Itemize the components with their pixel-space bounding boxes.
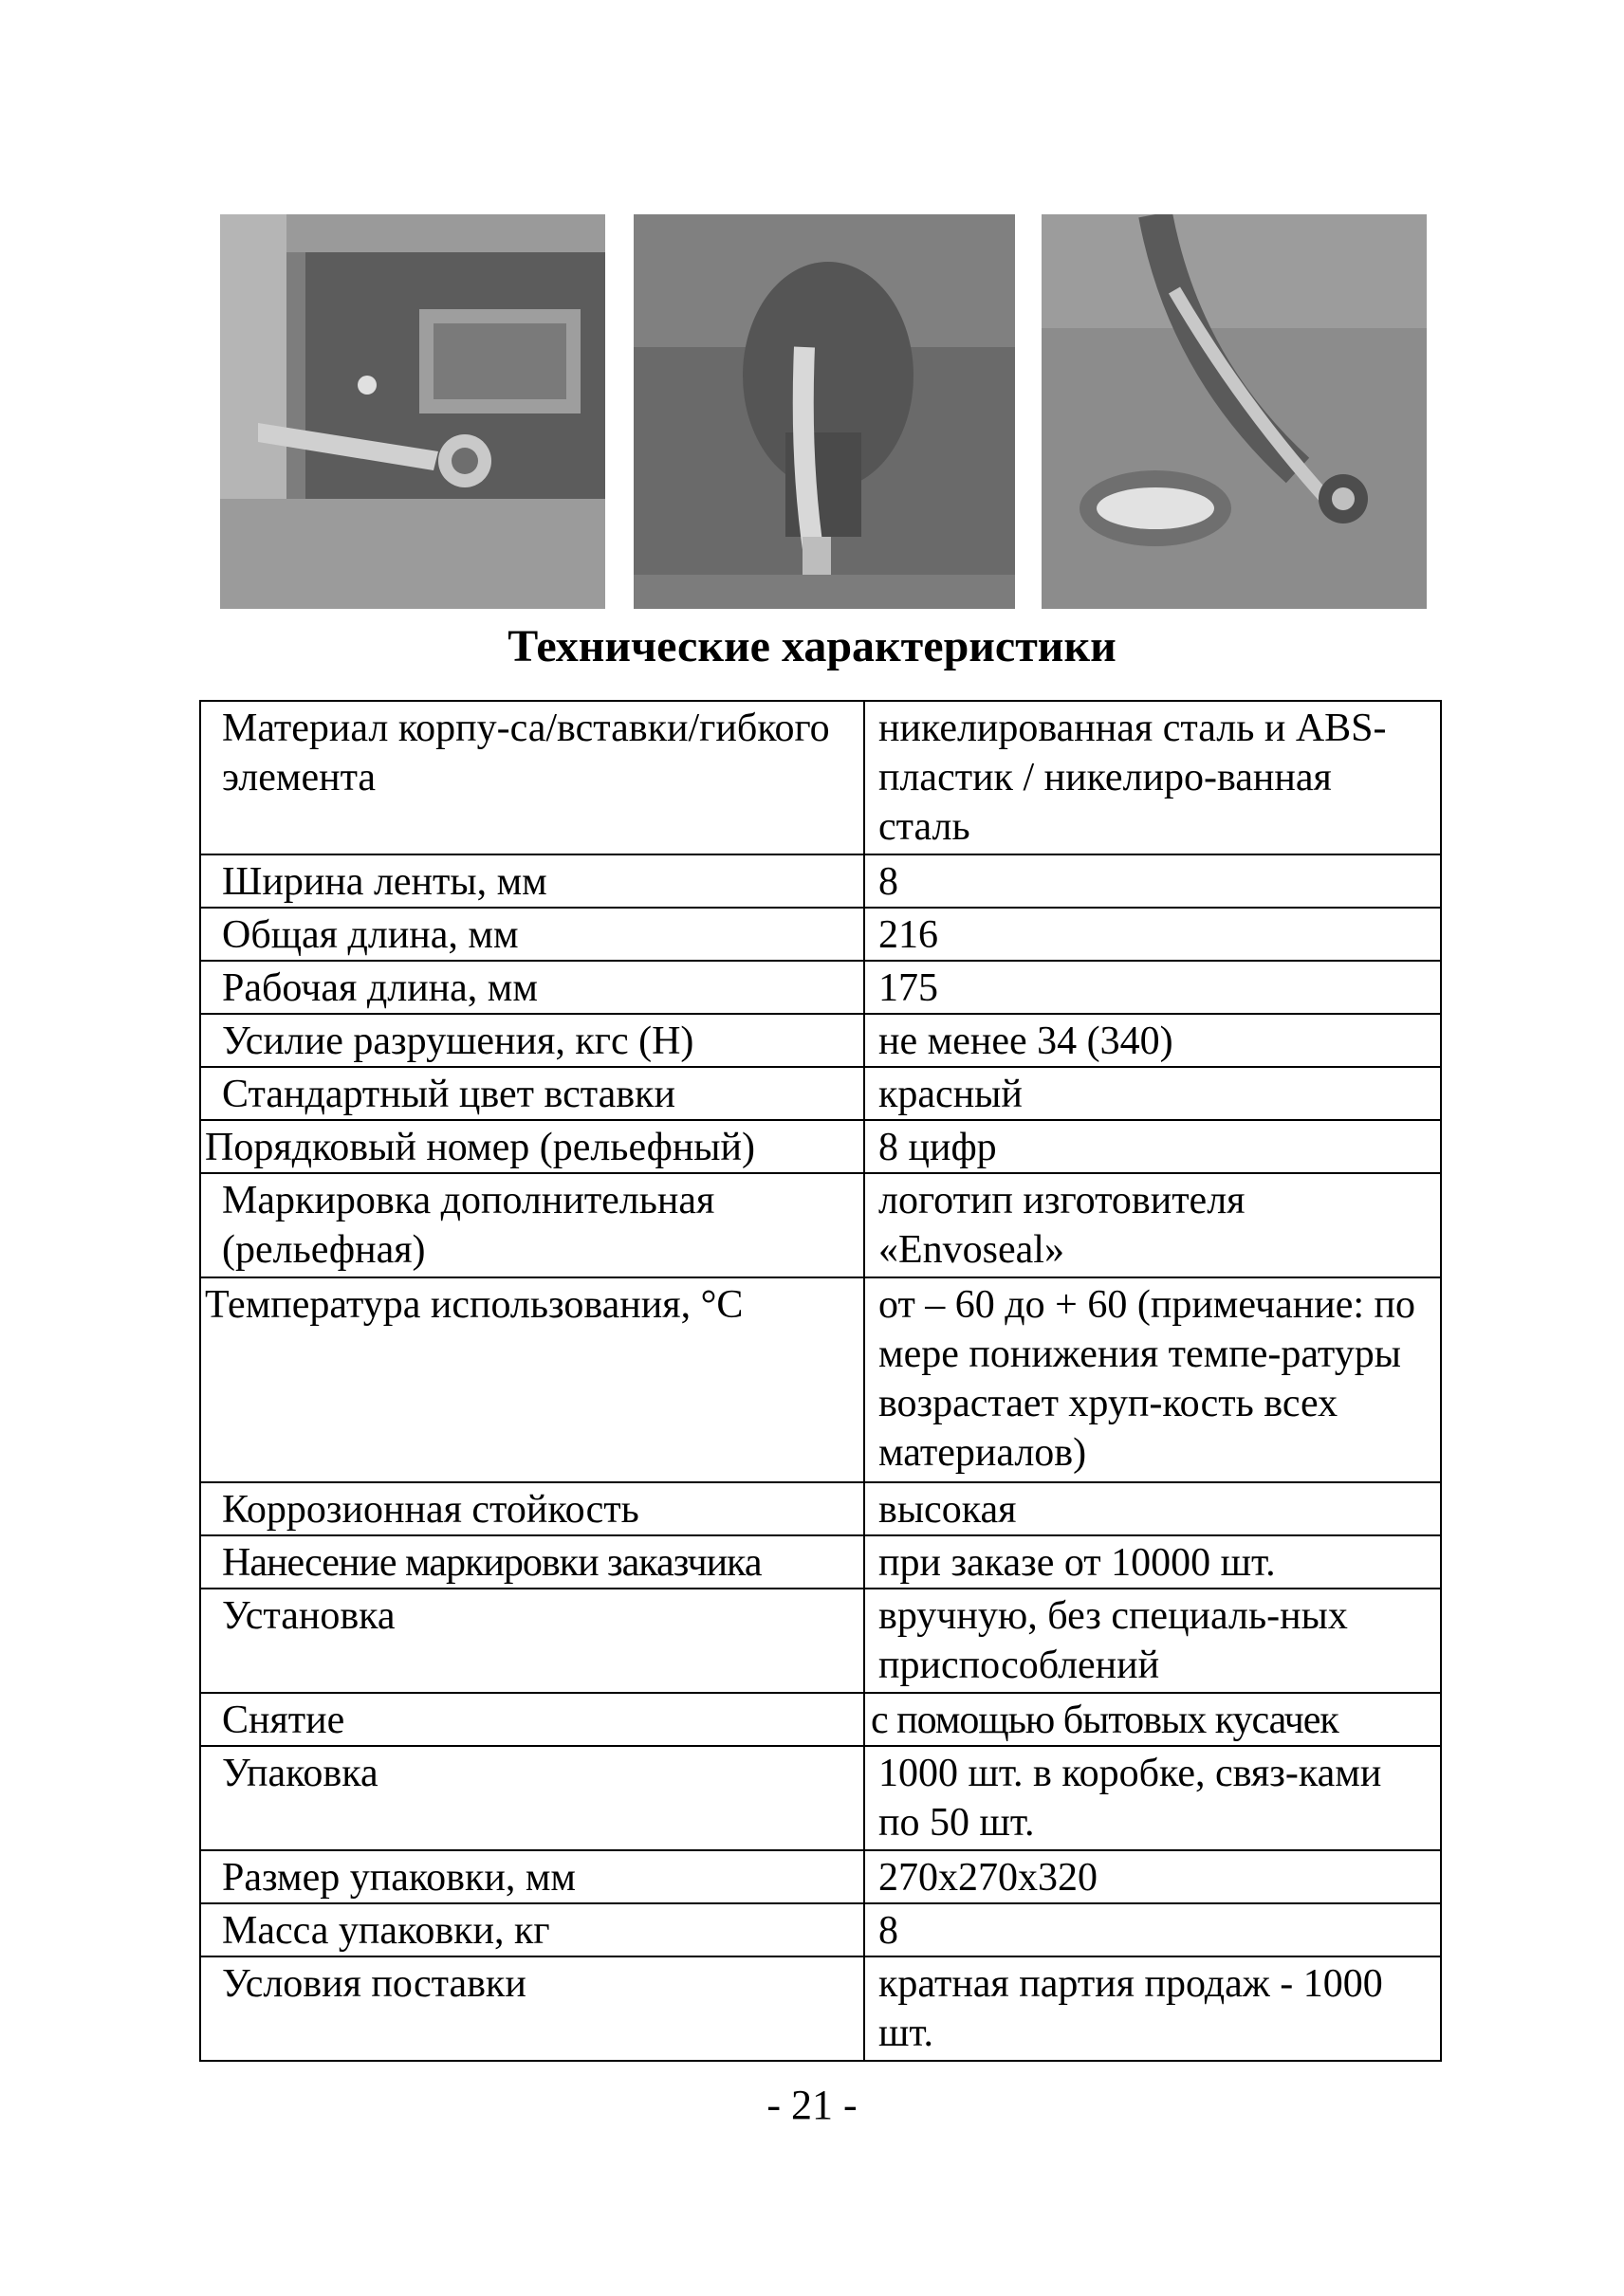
spec-value: 216 xyxy=(864,908,1441,961)
table-row xyxy=(200,1482,1441,1535)
table-row xyxy=(200,1693,1441,1746)
spec-label: Материал корпу-са/вставки/гибкого элемента xyxy=(200,701,864,854)
spec-label: Снятие xyxy=(200,1693,864,1746)
table-row xyxy=(200,961,1441,1014)
spec-label: Рабочая длина, мм xyxy=(200,961,864,1014)
spec-label: Маркировка дополнительная (рельефная) xyxy=(200,1173,864,1277)
spec-label: Температура использования, °С xyxy=(200,1277,864,1482)
spec-label: Условия поставки xyxy=(200,1956,864,2061)
spec-label: Упаковка xyxy=(200,1746,864,1850)
spec-value: красный xyxy=(864,1067,1441,1120)
seal-on-lever-photo xyxy=(1042,214,1427,609)
seal-on-handle-photo xyxy=(634,214,1015,609)
spec-value: не менее 34 (340) xyxy=(864,1014,1441,1067)
table-row xyxy=(200,1589,1441,1693)
table-row xyxy=(200,1120,1441,1173)
table-row xyxy=(200,1535,1441,1589)
specs-table xyxy=(199,700,1442,2062)
spec-label: Размер упаковки, мм xyxy=(200,1850,864,1903)
table-row xyxy=(200,1850,1441,1903)
spec-label: Коррозионная стойкость xyxy=(200,1482,864,1535)
spec-value: 1000 шт. в коробке, связ-ками по 50 шт. xyxy=(864,1746,1441,1850)
table-row xyxy=(200,1277,1441,1482)
spec-value: 8 xyxy=(864,854,1441,908)
section-heading: Технические характеристики xyxy=(508,621,1116,671)
spec-value: кратная партия продаж - 1000 шт. xyxy=(864,1956,1441,2061)
spec-value: логотип изготовителя «Envoseal» xyxy=(864,1173,1441,1277)
table-row xyxy=(200,1014,1441,1067)
spec-label: Стандартный цвет вставки xyxy=(200,1067,864,1120)
table-row xyxy=(200,854,1441,908)
spec-value: 8 xyxy=(864,1903,1441,1956)
spec-label: Масса упаковки, кг xyxy=(200,1903,864,1956)
table-row xyxy=(200,908,1441,961)
table-row xyxy=(200,1903,1441,1956)
spec-value: с помощью бытовых кусачек xyxy=(864,1693,1441,1746)
table-row xyxy=(200,1956,1441,2061)
page-number: - 21 - xyxy=(766,2082,858,2128)
spec-value: высокая xyxy=(864,1482,1441,1535)
spec-label: Установка xyxy=(200,1589,864,1693)
spec-label: Нанесение маркировки заказчика xyxy=(200,1535,864,1589)
table-row xyxy=(200,1067,1441,1120)
spec-label: Усилие разрушения, кгс (Н) xyxy=(200,1014,864,1067)
spec-value: 270х270х320 xyxy=(864,1850,1441,1903)
spec-label: Ширина ленты, мм xyxy=(200,854,864,908)
spec-value: 8 цифр xyxy=(864,1120,1441,1173)
seal-on-door-photo xyxy=(220,214,605,609)
table-row xyxy=(200,701,1441,854)
spec-value: вручную, без специаль-ных приспособлений xyxy=(864,1589,1441,1693)
table-row xyxy=(200,1746,1441,1850)
table-row xyxy=(200,1173,1441,1277)
spec-label: Общая длина, мм xyxy=(200,908,864,961)
spec-value: от – 60 до + 60 (примечание: по мере понижения темпе-ратуры возрастает хруп-кость всех материалов) xyxy=(864,1277,1441,1482)
spec-value: 175 xyxy=(864,961,1441,1014)
spec-value: никелированная сталь и ABS-пластик / никелиро-ванная сталь xyxy=(864,701,1441,854)
spec-value: при заказе от 10000 шт. xyxy=(864,1535,1441,1589)
spec-label: Порядковый номер (рельефный) xyxy=(200,1120,864,1173)
